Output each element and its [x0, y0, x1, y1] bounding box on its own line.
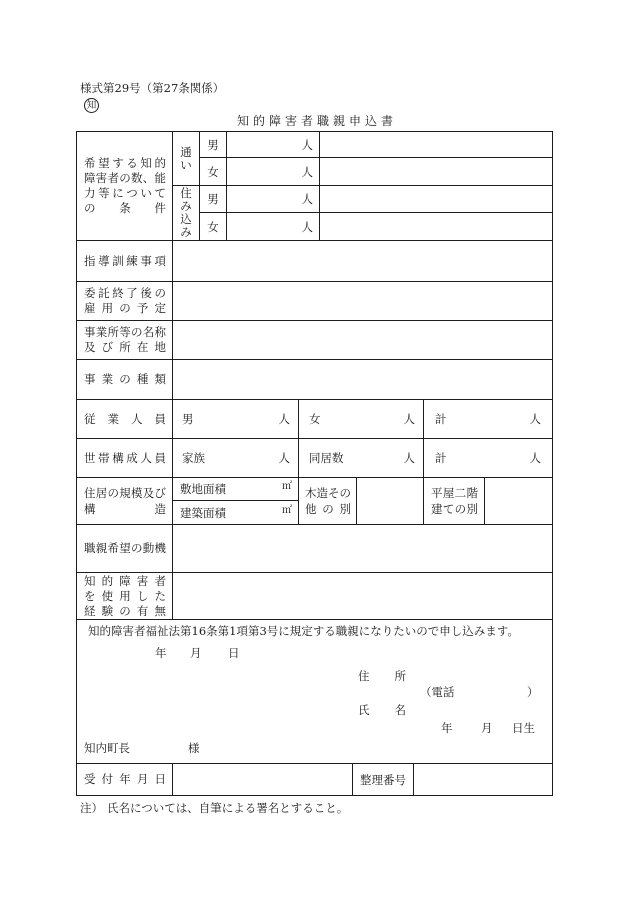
post-employment-label-cell [76, 281, 173, 321]
household-label: 世 帯 構 成 人 員 [84, 450, 166, 465]
housing-wooden-label-line-1: 木 造 そ の [305, 486, 351, 500]
employees-female-unit: 人 [403, 412, 415, 426]
seal-mark: 知 [84, 98, 99, 113]
household-family-unit: 人 [278, 451, 290, 465]
conditions-label-line-4: の 条 件 [84, 201, 166, 215]
housing-site-area-unit: ㎡ [282, 481, 292, 492]
employees-male-label: 男 [182, 412, 194, 426]
commute-female-count-cell [226, 157, 320, 186]
live-in-type-cell [172, 185, 200, 241]
post-employment-label-line-2: 雇 用 の 予 定 [84, 301, 166, 315]
housing-site-area-label: 敷地面積 [180, 482, 226, 496]
note-text: 氏名については、自筆による署名とすること。 [107, 801, 349, 815]
commute-male-detail-cell [319, 131, 553, 158]
guidance-label-cell [76, 240, 173, 282]
employees-label: 従 業 人 員 [84, 411, 166, 426]
business-type-label: 事 業 の 種 類 [84, 372, 166, 386]
addressee-honorific: 様 [188, 741, 200, 755]
conditions-label-cell [76, 131, 173, 241]
household-cohabitants-label: 同居数 [309, 451, 344, 465]
post-employment-label-line-1: 委 託 終 了 後 の [84, 286, 166, 300]
commute-male-sex-cell [199, 131, 227, 158]
address-label: 住 所 [358, 669, 406, 683]
housing-storeys-label-line-2: 建 て の 別 [431, 502, 478, 516]
conditions-label-line-1: 希 望 す る 知 的 [84, 156, 166, 170]
live-in-male-label: 男 [207, 192, 219, 206]
experience-entry-cell [172, 572, 553, 620]
household-total-label: 計 [435, 451, 447, 465]
commute-male-label: 男 [207, 137, 219, 152]
motive-label: 職 親 希 望 の 動 機 [84, 541, 166, 555]
housing-storeys-entry-cell [484, 477, 553, 525]
live-in-female-sex-cell [199, 212, 227, 241]
motive-entry-cell [172, 524, 553, 573]
reception-date-label: 受 付 年 月 日 [84, 772, 166, 786]
office-entry-cell [172, 320, 553, 360]
office-label-cell [76, 320, 173, 360]
office-label-line-1: 事 業 所 等 の 名 称 [84, 325, 166, 339]
experience-label-line-2: を 使 用 し た [84, 588, 166, 603]
employees-female-cell [298, 399, 424, 439]
housing-building-area-label: 建築面積 [180, 505, 226, 520]
application-date-day: 日 [228, 646, 240, 660]
employees-male-cell [172, 399, 299, 439]
application-date-year: 年 [155, 646, 167, 660]
household-label-cell [76, 438, 173, 478]
commute-male-unit: 人 [301, 137, 313, 152]
housing-site-area-cell [172, 477, 299, 501]
reference-number-label: 整理番号 [360, 772, 406, 787]
post-employment-entry-cell [172, 281, 553, 321]
business-type-entry-cell [172, 359, 553, 400]
experience-label-cell [76, 572, 173, 620]
commute-type-label: 通 い [180, 144, 192, 172]
live-in-male-unit: 人 [301, 192, 313, 206]
experience-label-line-1: 知 的 障 害 者 [84, 573, 166, 588]
addressee: 知内町長 [84, 741, 130, 755]
housing-label-line-2: 構 造 [84, 502, 166, 516]
office-label-line-2: 及 び 所 在 地 [84, 340, 166, 354]
note-prefix: 注） [80, 801, 103, 815]
housing-building-area-unit: ㎡ [282, 504, 292, 516]
housing-storeys-label-cell [423, 477, 485, 525]
live-in-male-detail-cell [319, 185, 553, 213]
housing-label-line-1: 住 居 の 規 模 及 び [84, 486, 166, 500]
form-number: 様式第29号（第27条関係） [80, 81, 225, 95]
live-in-female-unit: 人 [301, 219, 313, 234]
live-in-male-sex-cell [199, 185, 227, 213]
housing-wooden-label-cell [298, 477, 357, 525]
conditions-label-line-3: 力 等 に つ い て [84, 186, 166, 200]
employees-total-label: 計 [435, 412, 447, 426]
commute-female-sex-cell [199, 157, 227, 186]
employees-label-cell [76, 399, 173, 439]
commute-male-count-cell [226, 131, 320, 158]
employees-total-cell [423, 399, 553, 439]
live-in-female-count-cell [226, 212, 320, 241]
phone-label: （電話 [420, 685, 455, 699]
housing-building-area-cell [172, 500, 299, 525]
reference-number-label-cell [352, 763, 414, 796]
housing-wooden-label-line-2: 他 の 別 [305, 502, 351, 516]
application-date-month: 月 [190, 646, 202, 660]
commute-type-cell [172, 131, 200, 186]
birth-year: 年 [441, 721, 453, 735]
form-title: 知的障害者職親申込書 [236, 114, 397, 128]
live-in-female-detail-cell [319, 212, 553, 241]
housing-wooden-entry-cell [356, 477, 424, 525]
reception-date-label-cell [76, 763, 173, 796]
live-in-female-label: 女 [207, 219, 219, 234]
reception-date-entry-cell [172, 763, 353, 796]
reference-number-entry-cell [413, 763, 553, 796]
conditions-label-line-2: 障 害 者 の 数 、 能 [84, 171, 166, 185]
guidance-label: 指 導 訓 練 事 項 [84, 253, 166, 268]
housing-storeys-label-line-1: 平 屋 二 階 [431, 486, 478, 500]
guidance-entry-cell [172, 240, 553, 282]
household-cohabitants-unit: 人 [403, 451, 415, 465]
household-family-cell [172, 438, 299, 478]
employees-male-unit: 人 [278, 412, 290, 426]
housing-label-cell [76, 477, 173, 525]
birth-day: 日生 [512, 721, 535, 735]
phone-close-paren: ） [527, 685, 539, 699]
birth-month: 月 [481, 721, 493, 735]
household-family-label: 家族 [182, 451, 205, 465]
name-label: 氏 名 [358, 703, 406, 717]
application-cell [76, 619, 553, 764]
household-cohabitants-cell [298, 438, 424, 478]
employees-total-unit: 人 [529, 412, 541, 426]
household-total-cell [423, 438, 553, 478]
experience-label-line-3: 経 験 の 有 無 [84, 603, 166, 618]
application-statement: 知的障害者福祉法第16条第1項第3号に規定する職親になりたいので申し込みます。 [88, 624, 519, 638]
commute-female-label: 女 [207, 164, 219, 179]
commute-female-detail-cell [319, 157, 553, 186]
motive-label-cell [76, 524, 173, 573]
employees-female-label: 女 [309, 412, 321, 426]
live-in-male-count-cell [226, 185, 320, 213]
household-total-unit: 人 [529, 451, 541, 465]
business-type-label-cell [76, 359, 173, 400]
live-in-type-label: 住 み 込 み [180, 186, 192, 239]
commute-female-unit: 人 [301, 164, 313, 179]
